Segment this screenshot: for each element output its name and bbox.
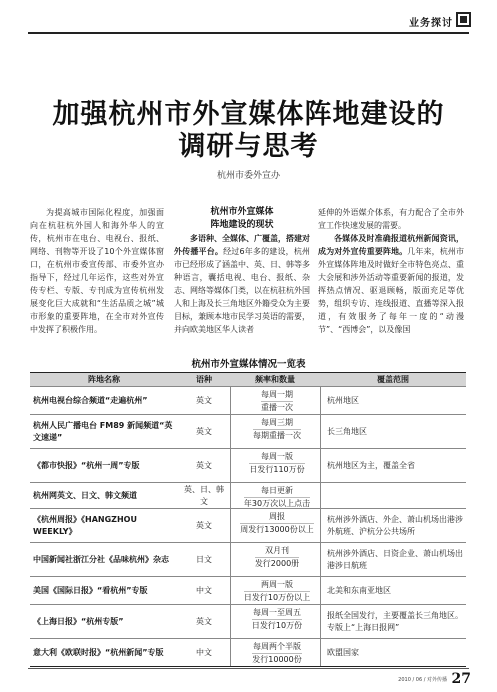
article-title-line1: 加强杭州市外宣媒体阵地建设的	[52, 99, 445, 130]
paragraph-lead: 多语种、全媒体、广覆盖，搭建对外传播平台。	[174, 234, 310, 256]
table-row	[30, 604, 466, 638]
cell-name: 《杭州周报》《HANGZHOU WEEKLY》	[33, 514, 137, 536]
cell-coverage	[320, 483, 466, 508]
freq-line: 周发行13000份以上	[240, 525, 314, 534]
cell-language: 英文	[196, 395, 212, 405]
freq-line: 日发行10万份	[251, 621, 303, 630]
text-column-1: 为提高城市国际化程度，加强面向在杭驻杭外国人和海外华人的宣传，杭州市在电台、电视台、报纸、网络、刊物等开设了10个外宣媒体窗口，在杭州市委宣传部、市委外宣办指导下，经过几年运作，这些对外宣传专栏、专版、专刊成为宣传杭州发展变化巨大成就和“生活品质之城”城市形象的重要阵地，在全市对外宣传中发挥了积极作用。	[30, 208, 164, 334]
cell-language: 英、日、韩文	[184, 484, 224, 506]
header-name: 阵地名称	[88, 375, 120, 384]
freq-line: 日发行110万份	[249, 465, 305, 474]
media-table	[30, 372, 466, 667]
article-title-line2: 调研与思考	[178, 131, 319, 162]
cell-coverage: 杭州涉外酒店、外企、萧山机场出港涉外航班、沪杭分公共场所	[320, 509, 466, 542]
cell-coverage: 北美和东南亚地区	[320, 577, 466, 604]
cell-coverage: 杭州地区为主，覆盖全省	[320, 449, 466, 482]
page-header	[0, 0, 497, 40]
cell-language: 英文	[196, 460, 212, 470]
cell-frequency	[230, 449, 320, 482]
table-row	[30, 482, 466, 508]
freq-line: 每周一版	[261, 452, 293, 461]
text-column-3	[318, 206, 464, 336]
cell-name: 杭州人民广播电台 FM89 新闻频道“英文速递”	[33, 420, 173, 442]
footer-rule	[28, 668, 469, 669]
page-number: 27	[451, 671, 471, 687]
text-column-2	[174, 206, 310, 336]
table-header-row	[30, 373, 466, 386]
freq-line: 日发行10万份以上	[243, 593, 311, 602]
cell-name: 意大利《欧联时报》“杭州新闻”专版	[33, 647, 164, 657]
cell-coverage: 杭州涉外酒店、日资企业、萧山机场出港涉日航班	[320, 543, 466, 576]
cell-name: 美国《国际日报》“看杭州”专版	[33, 585, 148, 595]
table-row	[30, 414, 466, 448]
paragraph-body: 几年来，杭州市外宣媒体阵地及时做好全市特色亮点、重大会展和涉外活动等重要新闻的报道，发挥热点情况、驱退顾畅，版面充足等优势，组织专访、连线报道、直播等深入报道，有效服务了每年一度的“动漫节”、“西博会”，以及像国	[318, 247, 465, 334]
cell-language: 日文	[196, 554, 212, 564]
freq-line: 重播一次	[261, 403, 293, 412]
column-3-paragraph-2	[318, 232, 464, 336]
column-2-paragraph	[174, 232, 310, 336]
cell-coverage: 杭州地区	[320, 387, 466, 414]
section-subtitle-line2: 阵地建设的现状	[210, 220, 274, 230]
cell-name: 中国新闻社浙江分社《品味杭州》杂志	[33, 554, 169, 564]
freq-line: 两周一版	[261, 580, 293, 589]
table-row	[30, 542, 466, 576]
cell-name: 《上海日报》“杭州专版”	[33, 616, 124, 626]
cell-name: 杭州电视台综合频道“走遍杭州”	[33, 395, 148, 405]
header-frequency: 频率和数量	[255, 375, 295, 384]
header-language: 语种	[196, 375, 212, 384]
section-label: 业务探讨	[409, 18, 453, 29]
publication-info: 2010 / 06 / 对外传播	[398, 677, 447, 683]
page-footer	[0, 660, 497, 692]
section-subtitle-line1: 杭州市外宣媒体	[210, 207, 274, 217]
paragraph-body: 经过6年多的建设，杭州市已经形成了涵盖中、英、日、韩等多种语言，囊括电视、电台、报纸、杂志、网络等媒体门类，以在杭驻杭外国人和上海及长三角地区外籍受众为主要目标，兼顾本地市民学习英语的需要，并向欧美地区华人读者	[174, 247, 310, 334]
cell-frequency	[230, 483, 320, 508]
cell-language: 英文	[196, 520, 212, 530]
table-row	[30, 448, 466, 482]
paragraph-lead: 各媒体及时准确报道杭州新闻资讯，成为对外宣传重要阵地。	[318, 234, 464, 256]
freq-line: 每周两个半版	[253, 642, 301, 651]
cell-coverage: 欧盟国家	[320, 639, 466, 666]
freq-line: 每日更新	[261, 486, 293, 495]
cell-name: 《都市快报》“杭州一周”专版	[33, 460, 140, 470]
cell-language: 中文	[196, 585, 212, 595]
header-coverage: 覆盖范围	[377, 375, 409, 384]
cell-coverage: 报纸全国发行，主要覆盖长三角地区。专版上“上海日报网”	[320, 605, 466, 638]
freq-line: 发行2000册	[254, 559, 300, 568]
article-author: 杭州市委外宣办	[216, 171, 280, 181]
freq-line: 每周一期	[261, 390, 293, 399]
cell-language: 英文	[196, 426, 212, 436]
table-row	[30, 386, 466, 414]
section-badge-icon	[456, 12, 471, 27]
freq-line: 每周一至周五	[253, 608, 301, 617]
cell-frequency	[230, 577, 320, 604]
cell-frequency	[230, 509, 320, 542]
table-row	[30, 576, 466, 604]
header-rule	[28, 32, 469, 34]
cell-frequency	[230, 387, 320, 414]
column-3-paragraph-1: 延伸的外语媒介体系，有力配合了全市外宣工作快速发展的需要。	[318, 208, 464, 230]
freq-line: 每周三期	[261, 418, 293, 427]
freq-line: 双月刊	[265, 546, 289, 555]
freq-line: 每期重播一次	[253, 431, 301, 440]
cell-name: 杭州网英文、日文、韩文频道	[33, 490, 137, 500]
table-row	[30, 508, 466, 542]
freq-line: 周报	[269, 512, 285, 521]
freq-line: 年30万次以上点击	[243, 499, 311, 508]
table-title: 杭州市外宣媒体情况一览表	[191, 359, 306, 370]
cell-frequency	[230, 415, 320, 448]
freq-line: 发行10000份	[252, 655, 302, 664]
cell-language: 中文	[196, 647, 212, 657]
cell-coverage: 长三角地区	[320, 415, 466, 448]
cell-frequency	[230, 543, 320, 576]
cell-language: 英文	[196, 616, 212, 626]
cell-frequency	[230, 605, 320, 638]
